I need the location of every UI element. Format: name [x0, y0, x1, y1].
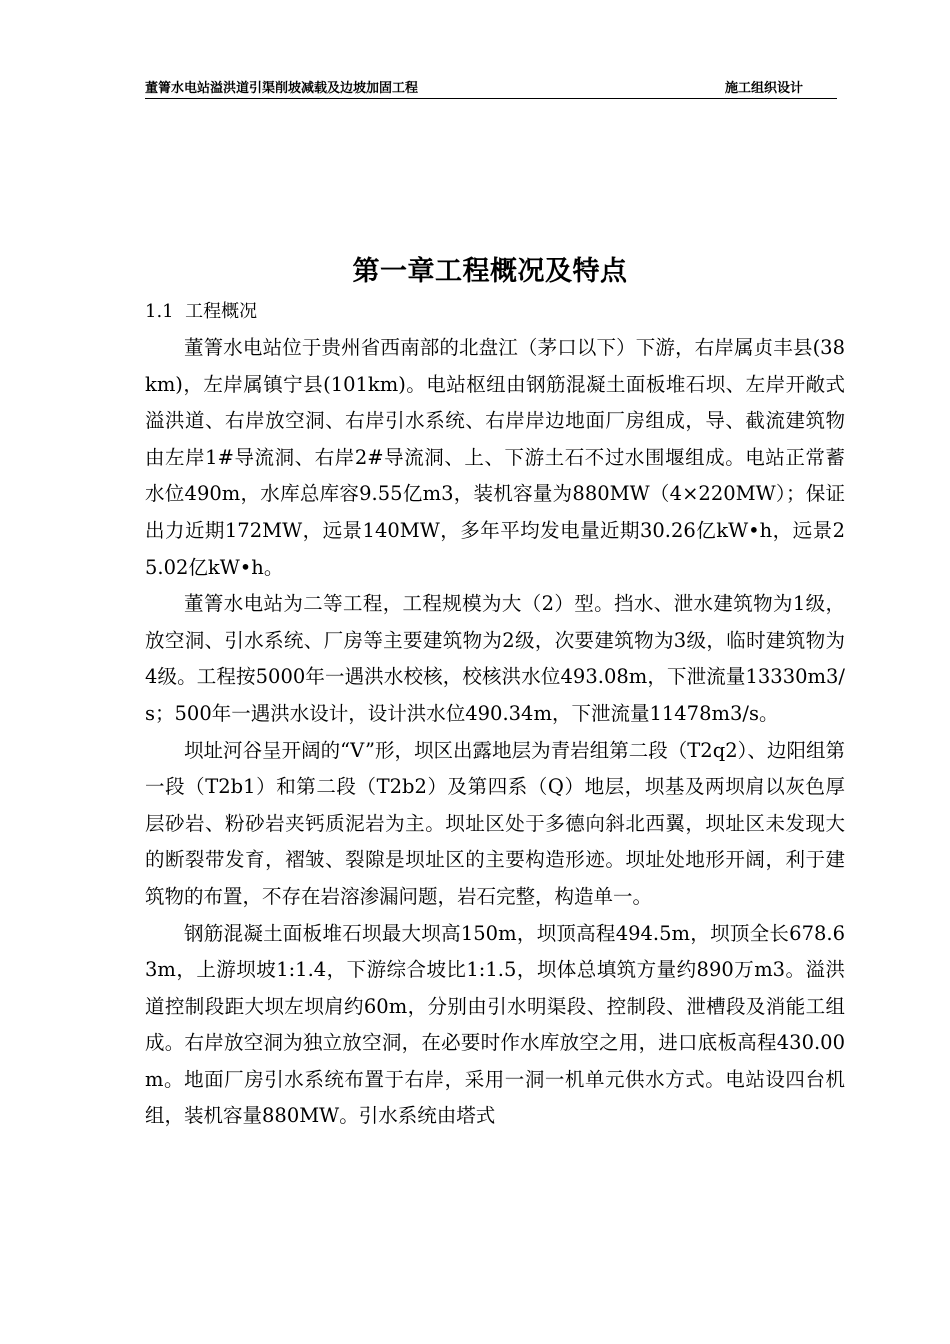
section-number: 1.1 [145, 301, 174, 322]
section-heading [145, 297, 257, 327]
header-project-title: 董箐水电站溢洪道引渠削坡减载及边坡加固工程 [145, 81, 419, 96]
paragraph: 钢筋混凝土面板堆石坝最大坝高150m，坝顶高程494.5m，坝顶全长678.63m，上游坝坡1:1.4，下游综合坡比1:1.5，坝体总填筑方量约890万m3。溢洪道控制段距大坝左坝肩约60m，分别由引水明渠段、控制段、泄槽段及消能工组成。右岸放空洞为独立放空洞，在必要时作水库放空之用，进口底板高程430.00m。地面厂房引水系统布置于右岸，采用一洞一机单元供水方式。电站设四台机组，装机容量880MW。引水系统由塔式 [145, 921, 845, 1128]
paragraph: 董箐水电站位于贵州省西南部的北盘江（茅口以下）下游，右岸属贞丰县(38km)，左岸属镇宁县(101km)。电站枢纽由钢筋混凝土面板堆石坝、左岸开敞式溢洪道、右岸放空洞、右岸引水系统、右岸岸边地面厂房组成，导、截流建筑物由左岸1#导流洞、右岸2#导流洞、上、下游土石不过水围堰组成。电站正常蓄水位490m，水库总库容9.55亿m3，装机容量为880MW（4×220MW）；保证出力近期172MW，远景140MW，多年平均发电量近期30.26亿kW•h，远景25.02亿kW•h。 [145, 336, 845, 579]
paragraph: 坝址河谷呈开阔的“V”形，坝区出露地层为青岩组第二段（T2q2）、边阳组第一段（T2b1）和第二段（T2b2）及第四系（Q）地层，坝基及两坝肩以灰色厚层砂岩、粉砂岩夹钙质泥岩为主。坝址区处于多德向斜北西翼，坝址区未发现大的断裂带发育，褶皱、裂隙是坝址区的主要构造形迹。坝址处地形开阔，利于建筑物的布置，不存在岩溶渗漏问题，岩石完整，构造单一。 [145, 738, 845, 908]
section-title: 工程概况 [185, 301, 258, 322]
body-text [145, 330, 845, 1135]
paragraph: 董箐水电站为二等工程，工程规模为大（2）型。挡水、泄水建筑物为1级，放空洞、引水系统、厂房等主要建筑物为2级，次要建筑物为3级，临时建筑物为4级。工程按5000年一遇洪水校核，校核洪水位493.08m，下泄流量13330m3/s；500年一遇洪水设计，设计洪水位490.34m，下泄流量11478m3/s。 [145, 592, 845, 725]
header-doc-type: 施工组织设计 [724, 81, 803, 96]
chapter-title: 第一章工程概况及特点 [352, 256, 628, 287]
page-header [145, 79, 837, 99]
